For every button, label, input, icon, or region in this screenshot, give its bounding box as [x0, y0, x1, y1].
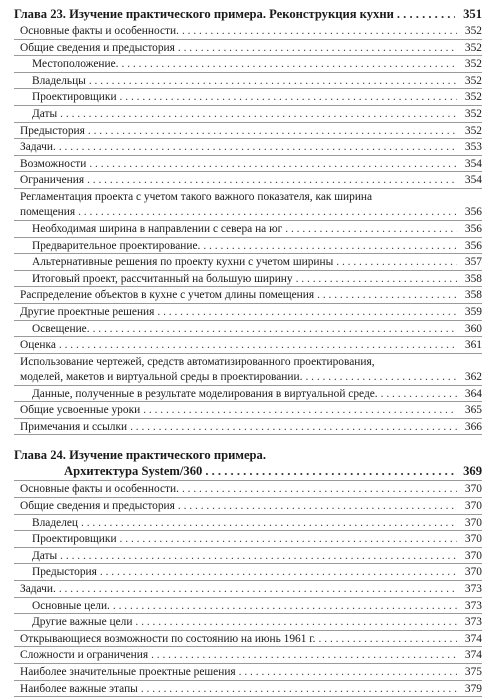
leader-dots	[336, 255, 457, 270]
toc-entry[interactable]	[14, 386, 482, 403]
toc-entry-label: Общие сведения и предыстория	[20, 500, 175, 513]
page-number: 366	[464, 420, 482, 433]
toc-entry[interactable]	[14, 647, 482, 664]
leader-dots	[305, 370, 457, 385]
toc-entry[interactable]	[14, 23, 482, 40]
toc-entry[interactable]	[14, 156, 482, 173]
leader-dots	[203, 239, 457, 254]
toc-entry-label: Основные цели.	[32, 599, 110, 612]
page-number: 353	[464, 141, 482, 154]
page-number: 358	[464, 289, 482, 302]
chapter-title-line-2: Архитектура System/360	[64, 464, 203, 479]
leader-dots	[60, 107, 457, 122]
leader-dots	[143, 403, 457, 418]
page-number: 352	[464, 25, 482, 37]
toc-entry[interactable]	[14, 564, 482, 581]
toc-entry-label: Задачи.	[20, 583, 56, 596]
toc-entry-label: Открывающиеся возможности по состоянию на июнь 1961 г.	[20, 632, 316, 645]
toc-entry[interactable]	[14, 254, 482, 271]
page-number: 365	[464, 404, 482, 417]
toc-entry[interactable]	[14, 531, 482, 548]
toc-entry[interactable]	[14, 287, 482, 304]
page-number: 361	[464, 339, 482, 352]
leader-dots	[88, 124, 457, 139]
page-number: 359	[464, 305, 482, 318]
leader-dots	[319, 632, 457, 647]
page-number: 369	[463, 464, 482, 479]
page-number: 358	[464, 272, 482, 285]
toc-entry-label: Итоговый проект, рассчитанный на большую ширину	[32, 272, 293, 285]
toc-entry[interactable]	[14, 89, 482, 106]
toc-entry-label: Другие проектные решения	[20, 305, 155, 318]
toc-entry[interactable]	[14, 123, 482, 140]
page-number: 379	[464, 682, 482, 695]
page-number: 356	[464, 205, 482, 218]
toc-entry-label: Задачи.	[20, 141, 56, 154]
toc-entry[interactable]	[14, 337, 482, 354]
leader-dots	[89, 157, 457, 172]
toc-entry[interactable]	[14, 189, 482, 221]
leader-dots	[120, 90, 457, 105]
leader-dots	[113, 599, 457, 614]
toc-entry-label: моделей, макетов и виртуальной среды в проектировании.	[20, 370, 303, 383]
toc-entry-label: Возможности	[20, 157, 87, 170]
toc-entry[interactable]	[14, 581, 482, 598]
toc-entry[interactable]	[14, 481, 482, 498]
leader-dots	[178, 41, 457, 56]
toc-entry-label: Примечания и ссылки	[20, 420, 128, 433]
chapter-title: Глава 23. Изучение практического примера. Реконструкция кухни	[14, 7, 394, 21]
toc-entry-label: Другие важные цели	[32, 616, 133, 629]
toc-entry-label: Освещение.	[32, 322, 90, 335]
leader-dots	[100, 565, 457, 580]
chapter-24-entries	[14, 481, 482, 697]
page-number: 352	[464, 41, 482, 54]
leader-dots	[296, 272, 457, 287]
page-number: 370	[464, 566, 482, 579]
leader-dots	[89, 74, 457, 89]
toc-entry-label: Предыстория	[20, 124, 85, 137]
toc-entry-label: Даты	[32, 549, 58, 562]
page-number: 364	[464, 387, 482, 400]
toc-entry-label: Проектировщики	[32, 533, 117, 546]
toc-entry-label: Предварительное проектирование.	[32, 239, 201, 252]
toc-entry-label: Владелец	[32, 516, 79, 529]
leader-dots	[59, 582, 457, 597]
leader-dots	[59, 338, 457, 353]
page-number: 370	[464, 500, 482, 513]
toc-entry-label: Владельцы	[32, 74, 86, 87]
leader-dots	[151, 648, 457, 663]
leader-dots	[135, 615, 457, 630]
page-number: 356	[464, 222, 482, 235]
toc-entry[interactable]	[14, 631, 482, 648]
leader-dots	[130, 420, 457, 435]
leader-dots	[205, 463, 455, 479]
toc-entry[interactable]	[14, 419, 482, 436]
page-number: 357	[464, 256, 482, 269]
page-number: 370	[464, 483, 482, 496]
toc-entry-label: Общие усвоенные уроки	[20, 404, 141, 417]
chapter-23-entries	[14, 23, 482, 435]
toc-entry[interactable]	[14, 238, 482, 255]
toc-entry[interactable]	[14, 498, 482, 515]
leader-dots	[381, 387, 457, 402]
toc-entry-label: Основные факты и особенности.	[20, 483, 179, 496]
toc-entry[interactable]	[14, 172, 482, 189]
toc-entry-label: Местоположение.	[32, 58, 119, 71]
page-number: 373	[464, 616, 482, 629]
page-number: 352	[464, 107, 482, 120]
leader-dots	[122, 57, 457, 72]
leader-dots	[285, 222, 457, 237]
toc-entry-label: Сложности и ограничения	[20, 649, 149, 662]
toc-entry[interactable]	[14, 515, 482, 532]
page-number: 375	[464, 666, 482, 678]
toc-entry[interactable]	[14, 40, 482, 57]
toc-entry-label: Наиболее значительные проектные решения	[20, 666, 236, 678]
toc-entry[interactable]	[14, 304, 482, 321]
leader-dots	[157, 305, 457, 320]
leader-dots	[78, 205, 457, 220]
leader-dots	[59, 140, 457, 155]
toc-entry[interactable]	[14, 321, 482, 338]
leader-dots	[87, 173, 457, 188]
page-number: 370	[464, 549, 482, 562]
page-number: 352	[464, 74, 482, 87]
page-number: 374	[464, 632, 482, 645]
leader-dots	[178, 499, 457, 514]
page-number: 374	[464, 649, 482, 662]
page-number: 373	[464, 583, 482, 596]
leader-dots	[141, 682, 457, 697]
toc-entry-label-line-1: Использование чертежей, средств автоматизированного проектирования,	[20, 355, 375, 368]
page-number: 356	[464, 239, 482, 252]
toc-entry-label: Основные факты и особенности.	[20, 25, 179, 37]
toc-entry[interactable]	[14, 354, 482, 386]
toc-entry-label: Ограничения	[20, 174, 85, 187]
leader-dots	[60, 549, 457, 564]
toc-entry-label: помещения	[20, 205, 76, 218]
chapter-23-heading[interactable]	[14, 6, 482, 23]
page-number: 360	[464, 322, 482, 335]
toc-entry[interactable]	[14, 614, 482, 631]
toc-entry[interactable]	[14, 681, 482, 698]
toc-entry-label: Данные, полученные в результате моделирования в виртуальной среде.	[32, 387, 378, 400]
chapter-24-heading[interactable]	[14, 447, 482, 481]
page-number: 370	[464, 533, 482, 546]
leader-dots	[397, 6, 455, 22]
page-number: 354	[464, 157, 482, 170]
page-number: 362	[464, 370, 482, 383]
toc-entry[interactable]	[14, 664, 482, 681]
toc-entry[interactable]	[14, 221, 482, 238]
toc-entry-label: Оценка	[20, 339, 56, 352]
toc-entry[interactable]	[14, 271, 482, 288]
toc-entry[interactable]	[14, 598, 482, 615]
toc-entry[interactable]	[14, 548, 482, 565]
page-number: 370	[464, 516, 482, 529]
page-number: 354	[464, 174, 482, 187]
chapter-title-line-1: Глава 24. Изучение практического примера.	[14, 448, 266, 463]
toc-entry-label: Альтернативные решения по проекту кухни с учетом ширины	[32, 256, 334, 269]
leader-dots	[182, 24, 457, 39]
page-number: 351	[463, 7, 482, 21]
page-number: 352	[464, 58, 482, 71]
toc-entry[interactable]	[14, 56, 482, 73]
toc-entry-label: Наиболее важные этапы	[20, 682, 138, 695]
toc-entry-label-line-1: Регламентация проекта с учетом такого важного показателя, как ширина	[20, 190, 373, 203]
leader-dots	[317, 288, 457, 303]
leader-dots	[93, 322, 457, 337]
leader-dots	[81, 516, 457, 531]
toc-entry[interactable]	[14, 139, 482, 156]
toc-entry-label: Распределение объектов в кухне с учетом длины помещения	[20, 289, 315, 302]
toc-entry[interactable]	[14, 402, 482, 419]
toc-entry-label: Проектировщики	[32, 91, 117, 104]
toc-entry-label: Предыстория	[32, 566, 97, 579]
toc-entry-label: Необходимая ширина в направлении с севера на юг	[32, 222, 283, 235]
toc-entry[interactable]	[14, 106, 482, 123]
leader-dots	[239, 665, 457, 680]
page-number: 373	[464, 599, 482, 612]
toc-entry-label: Даты	[32, 107, 58, 120]
toc-entry-label: Общие сведения и предыстория	[20, 41, 175, 54]
page-number: 352	[464, 91, 482, 104]
leader-dots	[182, 482, 457, 497]
toc-entry[interactable]	[14, 73, 482, 90]
page-number: 352	[464, 124, 482, 137]
leader-dots	[120, 532, 457, 547]
